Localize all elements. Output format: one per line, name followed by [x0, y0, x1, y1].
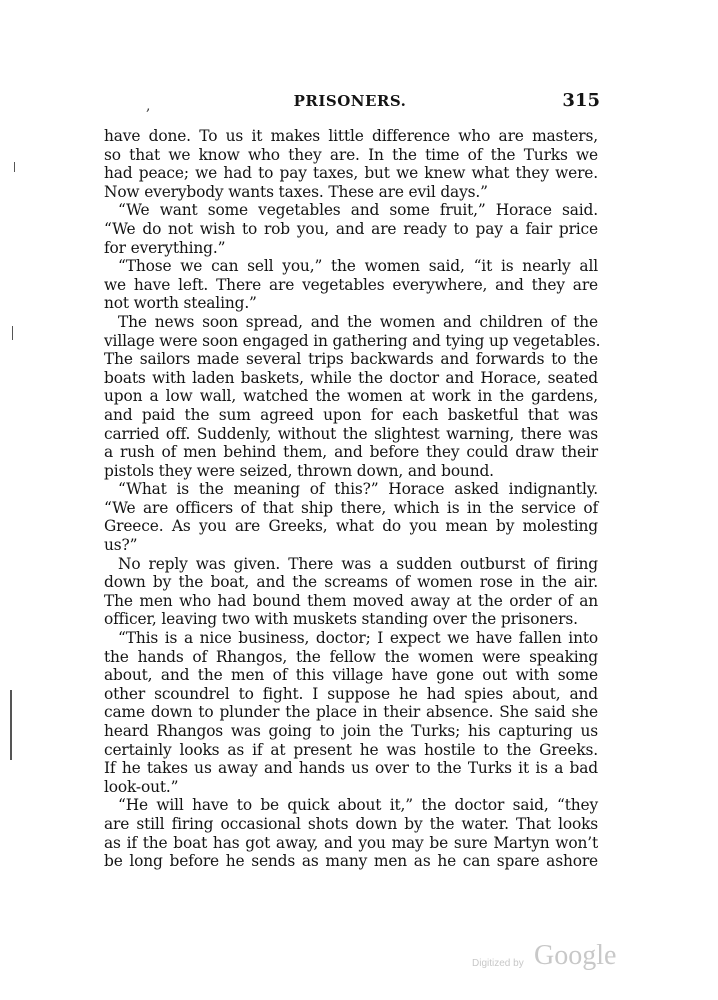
text-line: came down to plunder the place in their absence. She said she: [104, 703, 598, 722]
text-line: “We are officers of that ship there, which is in the service of: [104, 498, 598, 517]
page-header: [100, 92, 600, 116]
text-line: other scoundrel to fight. I suppose he had spies about, and: [104, 684, 598, 703]
text-line: village were soon engaged in gathering and tying up vegetables.: [104, 331, 601, 350]
digitized-watermark: [472, 940, 632, 980]
text-line: down by the boat, and the screams of women rose in the air.: [104, 573, 598, 592]
stray-mark: ,: [146, 98, 151, 114]
page-number: 315: [562, 90, 600, 111]
text-line: the hands of Rhangos, the fellow the women were speaking: [104, 647, 598, 666]
text-line: The news soon spread, and the women and children of the: [118, 312, 598, 331]
text-line: us?”: [104, 536, 138, 555]
text-line: “We do not wish to rob you, and are ready to pay a fair price: [104, 219, 598, 238]
text-line: “Those we can sell you,” the women said, “it is nearly all: [118, 257, 598, 276]
text-line: look-out.”: [104, 777, 179, 796]
text-line: be long before he sends as many men as he can spare ashore: [104, 852, 598, 871]
text-line: boats with laden baskets, while the doctor and Horace, seated: [104, 368, 598, 387]
text-line: “This is a nice business, doctor; I expect we have fallen into: [118, 629, 598, 648]
text-line: upon a low wall, watched the women at work in the gardens,: [104, 387, 598, 406]
text-line: heard Rhangos was going to join the Turks; his capturing us: [104, 722, 598, 740]
text-line: for everything.”: [104, 238, 226, 257]
running-head: PRISONERS.: [293, 92, 407, 110]
text-line: as if the boat has got away, and you may be sure Martyn won’t: [104, 833, 598, 852]
text-line: The men who had bound them moved away at the order of an: [104, 591, 598, 610]
text-line: “He will have to be quick about it,” the doctor said, “they: [118, 796, 598, 815]
text-line: pistols they were seized, thrown down, and bound.: [104, 461, 494, 480]
watermark-logo-text: Google: [534, 940, 617, 971]
margin-mark: [10, 690, 12, 760]
text-line: Now everybody wants taxes. These are evil days.”: [104, 182, 488, 201]
text-line: certainly looks as if at present he was hostile to the Greeks.: [104, 740, 598, 759]
text-line: “We want some vegetables and some fruit,” Horace said.: [118, 201, 598, 220]
text-line: have done. To us it makes little difference who are masters,: [104, 127, 598, 145]
text-line: not worth stealing.”: [104, 294, 257, 313]
text-line: a rush of men behind them, and before they could draw their: [104, 443, 598, 462]
margin-mark: [14, 162, 15, 172]
text-line: “What is the meaning of this?” Horace asked indignantly.: [118, 480, 598, 499]
text-line: we have left. There are vegetables everywhere, and they are: [104, 275, 598, 294]
watermark-small-text: Digitized by: [472, 958, 524, 969]
text-line: No reply was given. There was a sudden outburst of firing: [118, 554, 598, 573]
text-line: carried off. Suddenly, without the slightest warning, there was: [104, 424, 598, 443]
text-line: officer, leaving two with muskets standing over the prisoners.: [104, 610, 578, 629]
text-line: and paid the sum agreed upon for each basketful that was: [104, 405, 598, 424]
margin-mark: [12, 326, 13, 340]
text-line: are still firing occasional shots down by the water. That looks: [104, 814, 598, 833]
text-line: about, and the men of this village have gone out with some: [104, 666, 598, 685]
body-text: [104, 127, 601, 871]
text-line: If he takes us away and hands us over to the Turks it is a bad: [104, 759, 598, 778]
text-line: Greece. As you are Greeks, what do you mean by molesting: [104, 517, 598, 536]
text-line: so that we know who they are. In the time of the Turks we: [104, 145, 598, 164]
text-line: had peace; we had to pay taxes, but we knew what they were.: [104, 164, 598, 183]
text-line: The sailors made several trips backwards and forwards to the: [104, 350, 598, 369]
